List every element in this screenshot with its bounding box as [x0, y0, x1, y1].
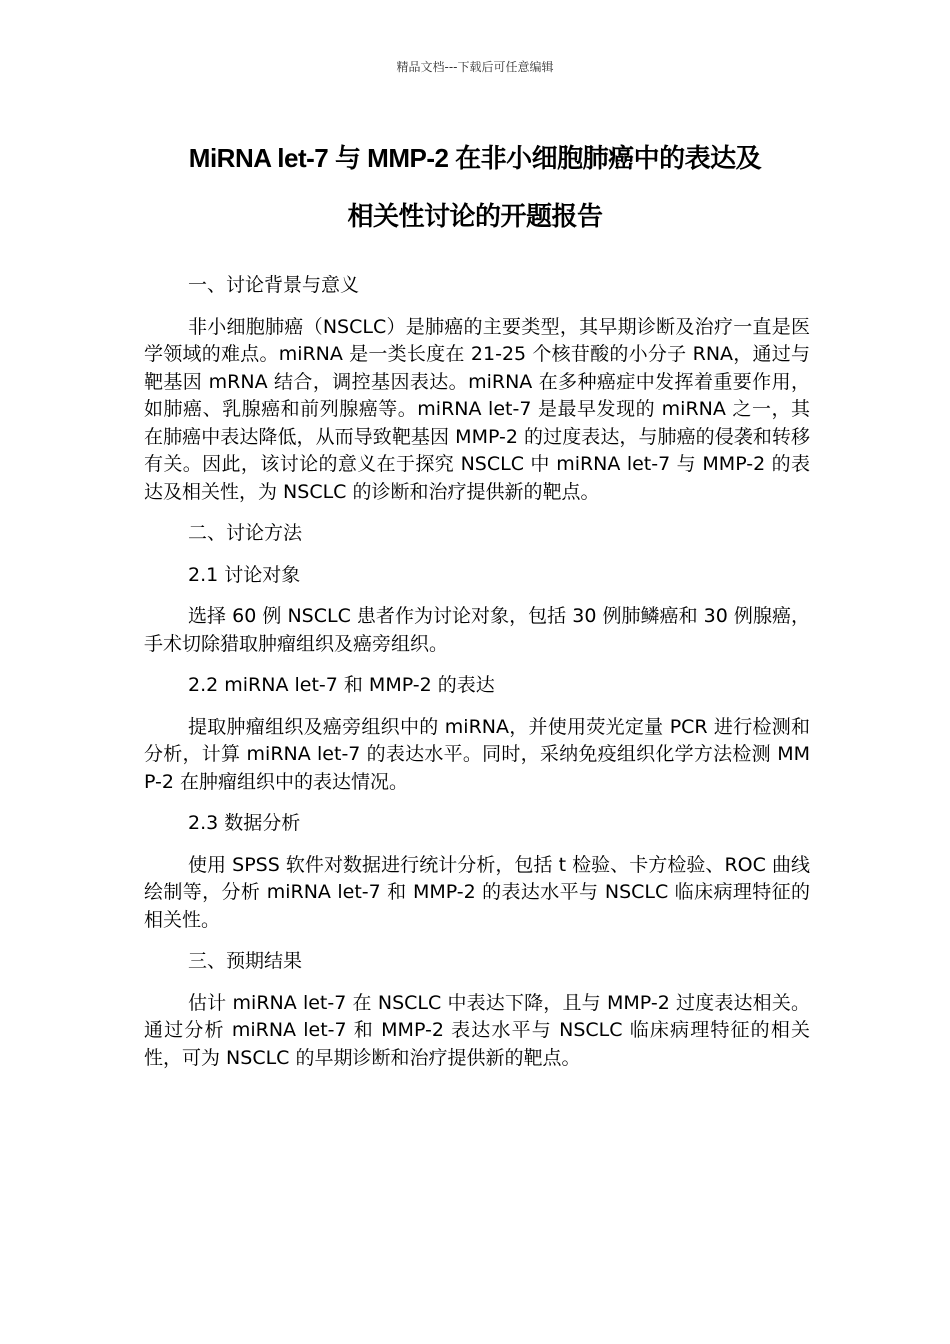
section-heading-methods: 二、讨论方法 [188, 522, 303, 544]
document-title-line-2: 相关性讨论的开题报告 [347, 201, 603, 231]
paragraph-analysis: 使用 SPSS 软件对数据进行统计分析，包括 t 检验、卡方检验、ROC 曲线绘制等，分析 miRNA let-7 和 MMP-2 的表达水平与 NSCLC 临床病理特征的相关性。 [144, 853, 810, 931]
subsection-heading-analysis: 2.3 数据分析 [188, 812, 301, 834]
document-body [144, 272, 810, 1086]
subsection-heading-subjects: 2.1 讨论对象 [188, 563, 301, 586]
paragraph-expression: 提取肿瘤组织及癌旁组织中的 miRNA，并使用荧光定量 PCR 进行检测和分析，计算 miRNA let-7 的表达水平。同时，采纳免疫组织化学方法检测 MMP-2 在肿瘤组织中的表达情况。 [144, 715, 810, 793]
subsection-heading-expression: 2.2 miRNA let-7 和 MMP-2 的表达 [188, 674, 495, 696]
paragraph-expected-results: 估计 miRNA let-7 在 NSCLC 中表达下降，且与 MMP-2 过度表达相关。通过分析 miRNA let-7 和 MMP-2 表达水平与 NSCLC 临床病理特征的相关性，可为 NSCLC 的早期诊断和治疗提供新的靶点。 [144, 991, 810, 1069]
document-title-line-1: MiRNA let-7 与 MMP-2 在非小细胞肺癌中的表达及 [188, 143, 762, 173]
section-heading-background: 一、讨论背景与意义 [188, 274, 360, 296]
paragraph-subjects: 选择 60 例 NSCLC 患者作为讨论对象，包括 30 例肺鳞癌和 30 例腺癌，手术切除猎取肿瘤组织及癌旁组织。 [144, 605, 810, 655]
section-heading-expected-results: 三、预期结果 [188, 950, 303, 972]
paragraph-background: 非小细胞肺癌（NSCLC）是肺癌的主要类型，其早期诊断及治疗一直是医学领域的难点。miRNA 是一类长度在 21-25 个核苷酸的小分子 RNA，通过与靶基因 mRNA 结合，调控基因表达。miRNA 在多种癌症中发挥着重要作用，如肺癌、乳腺癌和前列腺癌等。miRNA let-7 是最早发现的 miRNA 之一，其在肺癌中表达降低，从而导致靶基因 MMP-2 的过度表达，与肺癌的侵袭和转移有关。因此，该讨论的意义在于探究 NSCLC 中 miRNA let-7 与 MMP-2 的表达及相关性，为 NSCLC 的诊断和治疗提供新的靶点。 [144, 315, 810, 503]
header-note: 精品文档---下载后可任意编辑 [396, 60, 554, 74]
